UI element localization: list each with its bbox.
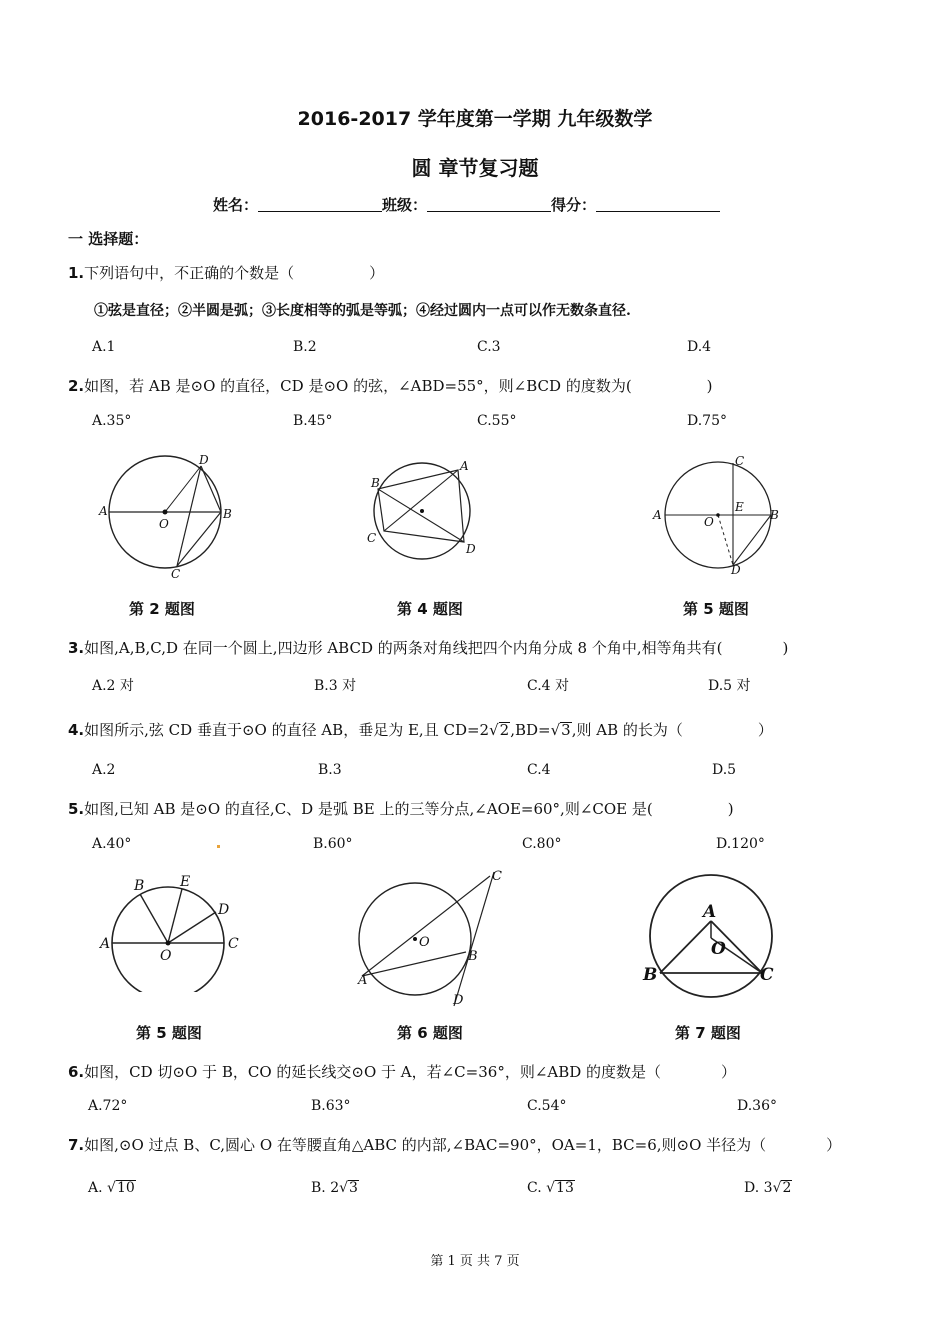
fig2-label: A [99, 504, 108, 518]
fig6-label: B [468, 949, 478, 964]
figure-q5-top [650, 455, 785, 575]
fig6-label: C [492, 869, 502, 884]
radicand: 13 [556, 1180, 574, 1196]
q2-option-a: A.35° [92, 413, 132, 429]
figure-q5 [96, 872, 246, 992]
fig2-label: B [223, 507, 232, 521]
q3-option-d: D.5 对 [708, 678, 751, 694]
q1-statements: ①弦是直径；②半圆是弧；③长度相等的弧是等弧；④经过圆内一点可以作无数条直径. [94, 303, 631, 319]
caption-fig5-lower: 第 5 题图 [136, 1024, 202, 1042]
question-number: 2. [68, 377, 85, 395]
question-text: 如图,⊙O 过点 B、C,圆心 O 在等腰直角△ABC 的内部,∠BAC=90°，OA=1，BC=6,则⊙O 半径为（ ） [84, 1136, 842, 1154]
question-2 [68, 375, 713, 396]
q2-option-c: C.55° [477, 413, 517, 429]
option-prefix: D. [744, 1180, 760, 1196]
caption-fig6: 第 6 题图 [397, 1024, 463, 1042]
fig6-label: D [453, 993, 464, 1008]
fig5b-label: O [160, 948, 172, 964]
coefficient: 2 [330, 1180, 340, 1196]
fig2-label: D [199, 453, 209, 467]
q4-option-c: C.4 [527, 762, 551, 778]
q5-option-a: A.40° [92, 836, 132, 852]
q6-option-a: A.72° [88, 1098, 128, 1114]
fig4-label: C [367, 531, 377, 545]
fig5b-label: D [218, 902, 230, 918]
radicand: 10 [116, 1180, 135, 1196]
question-number: 7. [68, 1136, 85, 1154]
question-text: 如图所示,弦 CD 垂直于⊙O 的直径 AB，垂足为 E,且 CD= [84, 721, 480, 739]
class-blank [427, 197, 551, 212]
fig4-label: A [460, 459, 469, 473]
question-text: 下列语句中，不正确的个数是（ ） [84, 264, 385, 282]
question-text: 如图，CD 切⊙O 于 B，CO 的延长线交⊙O 于 A，若∠C=36°，则∠ABD 的度数是（ ） [84, 1063, 737, 1081]
q3-option-a: A.2 对 [92, 678, 134, 694]
fig7-label: B [643, 965, 658, 985]
question-5 [68, 798, 734, 819]
radicand: 3 [349, 1180, 358, 1196]
class-label: 班级： [382, 196, 428, 214]
fig4-label: D [466, 542, 476, 556]
cd-coefficient: 2 [479, 721, 490, 739]
question-number: 5. [68, 800, 85, 818]
q4-option-b: B.3 [318, 762, 342, 778]
question-4: 4.如图所示,弦 CD 垂直于⊙O 的直径 AB，垂足为 E,且 CD=2√2,BD=√3,则 AB 的长为（ ） [68, 721, 773, 739]
option-prefix: B. [311, 1180, 326, 1196]
caption-fig2: 第 2 题图 [129, 600, 195, 618]
fig5a-label: A [653, 508, 662, 522]
bd-radicand: 3 [561, 721, 571, 739]
q1-option-c: C.3 [477, 339, 501, 355]
q4-option-d: D.5 [712, 762, 737, 778]
option-prefix: C. [527, 1180, 542, 1196]
question-number: 3. [68, 639, 85, 657]
fig4-label: B [371, 476, 380, 490]
fig5b-label: E [180, 874, 191, 890]
score-label: 得分： [551, 196, 597, 214]
question-7 [68, 1134, 841, 1155]
q5-option-d: D.120° [716, 836, 765, 852]
student-info-row [213, 194, 720, 215]
question-number: 6. [68, 1063, 85, 1081]
stray-dot [217, 845, 220, 848]
question-3 [68, 637, 788, 658]
fig5b-label: C [228, 936, 239, 952]
fig5a-label: C [735, 455, 745, 468]
question-text-mid: ,BD= [510, 721, 551, 739]
caption-fig7: 第 7 题图 [675, 1024, 741, 1042]
fig5a-label: D [731, 563, 741, 575]
score-blank [596, 197, 720, 212]
fig7-label: A [703, 902, 717, 922]
coefficient: 3 [763, 1180, 773, 1196]
fig2-label: O [159, 517, 169, 531]
fig5b-label: B [134, 878, 145, 894]
figure-q7 [640, 872, 785, 1000]
name-blank [258, 197, 382, 212]
q7-option-c: C. √13 [527, 1180, 574, 1196]
question-text: 如图,A,B,C,D 在同一个圆上,四边形 ABCD 的两条对角线把四个内角分成 8 个角中,相等角共有( ) [84, 639, 789, 657]
fig6-label: A [358, 973, 368, 988]
q1-option-a: A.1 [92, 339, 116, 355]
question-text-end: ,则 AB 的长为（ ） [571, 721, 773, 739]
fig5a-label: B [770, 508, 779, 522]
figure-q4 [362, 456, 487, 571]
option-prefix: A. [88, 1180, 103, 1196]
question-number: 1. [68, 264, 85, 282]
q1-option-d: D.4 [687, 339, 712, 355]
q5-option-c: C.80° [522, 836, 562, 852]
q2-option-d: D.75° [687, 413, 727, 429]
radicand: 2 [782, 1180, 792, 1196]
figure-q2 [95, 452, 240, 582]
q4-option-a: A.2 [92, 762, 116, 778]
q3-option-b: B.3 对 [314, 678, 357, 694]
question-text: 如图，若 AB 是⊙O 的直径，CD 是⊙O 的弦，∠ABD=55°，则∠BCD 的度数为( ) [84, 377, 713, 395]
fig5a-label: O [704, 515, 714, 529]
q7-option-d: D. 3√2 [744, 1180, 792, 1196]
page-subtitle: 圆 章节复习题 [411, 156, 539, 180]
q3-option-c: C.4 对 [527, 678, 570, 694]
fig6-label: O [419, 935, 430, 950]
figure-q6 [352, 866, 512, 1008]
cd-radicand: 2 [499, 721, 510, 739]
question-text: 如图,已知 AB 是⊙O 的直径,C、D 是弧 BE 上的三等分点,∠AOE=60°,则∠COE 是( ) [84, 800, 734, 818]
question-number: 4. [68, 721, 85, 739]
question-1 [68, 262, 384, 283]
caption-fig4: 第 4 题图 [397, 600, 463, 618]
fig5b-label: A [100, 936, 111, 952]
q2-option-b: B.45° [293, 413, 333, 429]
q6-option-d: D.36° [737, 1098, 777, 1114]
page-title: 2016-2017 学年度第一学期 九年级数学 [297, 108, 653, 130]
q5-option-b: B.60° [313, 836, 353, 852]
q6-option-b: B.63° [311, 1098, 351, 1114]
name-label: 姓名： [213, 196, 259, 214]
q1-option-b: B.2 [293, 339, 317, 355]
fig5a-label: E [735, 500, 744, 514]
fig7-label: O [711, 939, 726, 959]
q7-option-a: A. √10 [88, 1180, 135, 1196]
page-footer: 第 1 页 共 7 页 [430, 1254, 520, 1269]
q7-option-b: B. 2√3 [311, 1180, 358, 1196]
fig2-label: C [171, 567, 181, 581]
q6-option-c: C.54° [527, 1098, 567, 1114]
caption-fig5: 第 5 题图 [683, 600, 749, 618]
section-title: 一 选择题： [68, 230, 149, 248]
question-6 [68, 1061, 736, 1082]
fig7-label: C [760, 965, 774, 985]
